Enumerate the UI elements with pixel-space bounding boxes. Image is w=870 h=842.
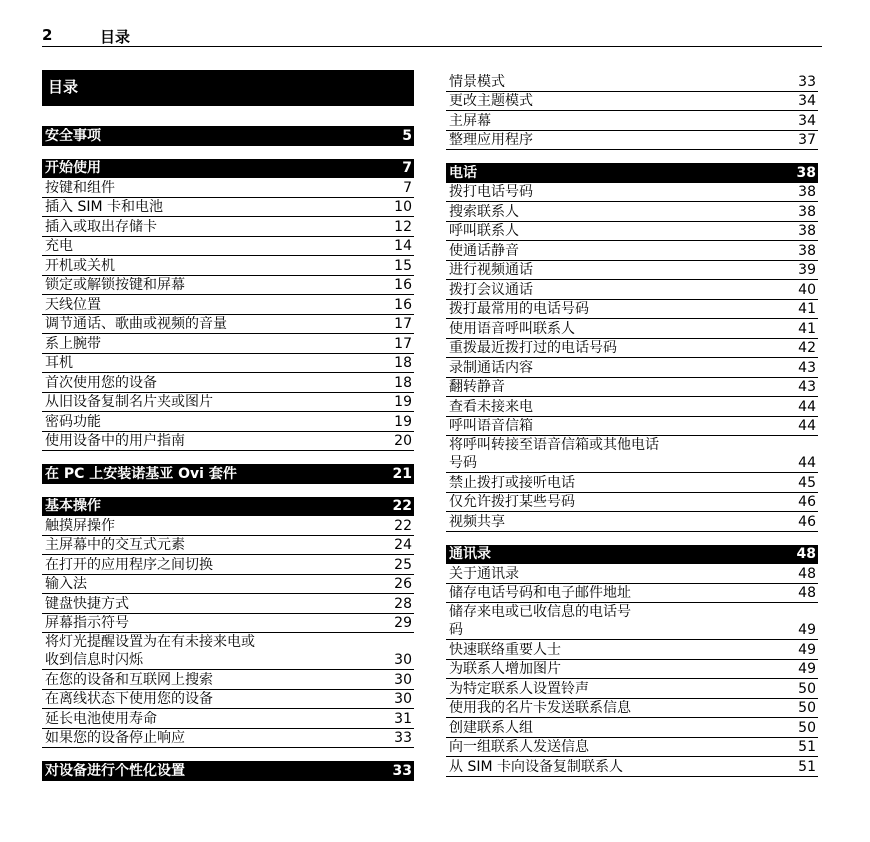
toc-entry-label-cont: 号码 [449, 455, 477, 471]
toc-entry-label: 为特定联系人设置铃声 [449, 680, 589, 697]
toc-entry[interactable] [42, 393, 414, 413]
toc-entry-page: 41 [798, 301, 816, 317]
toc-entry-page: 44 [798, 455, 816, 471]
toc-entry[interactable] [446, 319, 818, 339]
toc-entry-page: 20 [394, 433, 412, 449]
toc-entry-label: 在打开的应用程序之间切换 [45, 556, 213, 573]
toc-right-column [446, 72, 818, 777]
toc-entry-page: 7 [403, 179, 412, 196]
toc-entry-label: 视频共享 [449, 513, 505, 530]
toc-entry-label: 进行视频通话 [449, 262, 533, 278]
toc-entry-page: 16 [394, 277, 412, 293]
toc-entry-label: 禁止拨打或接听电话 [449, 474, 575, 491]
toc-entry-page: 22 [394, 517, 412, 534]
toc-section-heading[interactable] [42, 761, 414, 781]
toc-entry-page: 50 [798, 680, 816, 697]
toc-entry[interactable] [42, 334, 414, 354]
toc-entry-line2 [449, 455, 816, 472]
toc-entry-page: 46 [798, 494, 816, 510]
toc-entry-label: 向一组联系人发送信息 [449, 739, 589, 755]
toc-entry[interactable] [42, 709, 414, 729]
toc-entry-label: 整理应用程序 [449, 132, 533, 148]
toc-entry[interactable] [446, 222, 818, 242]
toc-entry[interactable] [42, 237, 414, 257]
toc-entry-page: 14 [394, 238, 412, 254]
toc-section-heading[interactable] [42, 497, 414, 517]
toc-entry-line2 [449, 622, 816, 639]
toc-entry[interactable] [446, 660, 818, 680]
toc-entry[interactable] [446, 564, 818, 584]
toc-entry-label: 主屏幕 [449, 112, 491, 129]
toc-entry-page: 48 [798, 565, 816, 582]
toc-entry-page: 38 [798, 203, 816, 220]
toc-entry[interactable] [446, 584, 818, 604]
toc-entry-label: 呼叫语音信箱 [449, 418, 533, 434]
toc-entry[interactable] [42, 412, 414, 432]
toc-entry[interactable] [446, 111, 818, 131]
toc-entry-label: 拨打电话号码 [449, 184, 533, 200]
toc-entry-page: 43 [798, 379, 816, 395]
toc-entry-label: 将灯光提醒设置为在有未接来电或 [45, 634, 255, 650]
toc-entry[interactable] [42, 575, 414, 595]
toc-section-heading[interactable] [42, 159, 414, 179]
toc-entry-line2 [45, 652, 412, 669]
toc-entry-label: 在您的设备和互联网上搜索 [45, 671, 213, 688]
toc-entry[interactable] [446, 72, 818, 92]
toc-entry[interactable] [42, 516, 414, 536]
toc-entry-page: 44 [798, 418, 816, 434]
toc-entry[interactable] [42, 536, 414, 556]
toc-entry[interactable] [446, 300, 818, 320]
toc-entry[interactable] [446, 241, 818, 261]
toc-entry-label: 拨打会议通话 [449, 281, 533, 298]
toc-entry-page: 18 [394, 374, 412, 391]
toc-entry-label: 将呼叫转接至语音信箱或其他电话 [449, 437, 659, 453]
toc-entry-label: 插入或取出存储卡 [45, 218, 157, 235]
toc-entry[interactable] [42, 256, 414, 276]
toc-entry[interactable] [42, 432, 414, 452]
toc-entry-label: 使通话静音 [449, 242, 519, 259]
toc-entry-label: 调节通话、歌曲或视频的音量 [45, 316, 227, 332]
toc-entry[interactable] [446, 131, 818, 151]
toc-section-title: 安全事项 [45, 127, 101, 144]
toc-section-page: 38 [796, 164, 816, 181]
toc-section-title: 开始使用 [45, 160, 101, 176]
toc-entry[interactable] [446, 378, 818, 398]
toc-entry-label: 从 SIM 卡向设备复制联系人 [449, 758, 623, 775]
toc-entry-label: 为联系人增加图片 [449, 661, 561, 677]
toc-entry-page: 31 [394, 710, 412, 727]
toc-entry-page: 17 [394, 335, 412, 352]
toc-entry[interactable] [446, 92, 818, 112]
toc-entry-label: 触摸屏操作 [45, 517, 115, 534]
page-header [42, 26, 822, 47]
toc-entry-page: 29 [394, 615, 412, 631]
toc-section-page: 48 [796, 546, 816, 562]
toc-entry[interactable] [446, 473, 818, 493]
toc-entry-label: 使用我的名片卡发送联系信息 [449, 700, 631, 716]
toc-entry-page: 24 [394, 537, 412, 553]
toc-entry[interactable] [42, 614, 414, 634]
toc-entry-page: 19 [394, 394, 412, 410]
toc-entry-label: 翻转静音 [449, 379, 505, 395]
toc-entry-page: 48 [798, 585, 816, 601]
toc-entry-label: 搜索联系人 [449, 203, 519, 220]
toc-entry-label: 在离线状态下使用您的设备 [45, 691, 213, 707]
toc-entry-label: 天线位置 [45, 296, 101, 313]
toc-entry[interactable] [446, 339, 818, 359]
toc-entry-label: 密码功能 [45, 413, 101, 430]
toc-entry-page: 15 [394, 257, 412, 274]
toc-entry[interactable] [446, 358, 818, 378]
toc-section-page: 33 [392, 762, 412, 779]
toc-entry-page: 49 [798, 641, 816, 658]
toc-entry-page: 30 [394, 652, 412, 668]
toc-entry-page: 19 [394, 413, 412, 430]
toc-entry-page: 46 [798, 513, 816, 530]
toc-entry-label: 从旧设备复制名片夹或图片 [45, 394, 213, 410]
toc-entry-label: 输入法 [45, 576, 87, 592]
toc-section-heading[interactable] [42, 464, 414, 484]
toc-entry-label: 仅允许拨打某些号码 [449, 494, 575, 510]
toc-entry-label: 如果您的设备停止响应 [45, 730, 185, 746]
toc-entry-page: 28 [394, 595, 412, 612]
toc-entry-label: 延长电池使用寿命 [45, 710, 157, 727]
toc-entry[interactable] [446, 183, 818, 203]
toc-entry-page: 38 [798, 223, 816, 239]
toc-entry-label: 储存电话号码和电子邮件地址 [449, 585, 631, 601]
toc-section-page: 5 [402, 127, 412, 144]
toc-entry-page: 33 [798, 73, 816, 90]
toc-entry[interactable] [42, 295, 414, 315]
toc-entry[interactable] [446, 679, 818, 699]
toc-entry-page: 49 [798, 661, 816, 677]
toc-entry-page: 41 [798, 320, 816, 337]
toc-entry[interactable] [42, 555, 414, 575]
toc-entry-page: 30 [394, 691, 412, 707]
toc-entry-page: 12 [394, 218, 412, 235]
toc-section-heading[interactable] [42, 126, 414, 146]
toc-entry[interactable] [446, 397, 818, 417]
toc-entry-page: 10 [394, 199, 412, 215]
toc-entry-page: 26 [394, 576, 412, 592]
toc-entry[interactable] [42, 729, 414, 749]
toc-entry-label: 充电 [45, 238, 73, 254]
page-number: 2 [42, 26, 53, 44]
toc-entry[interactable] [42, 633, 414, 670]
toc-entry-page: 45 [798, 474, 816, 491]
toc-entry-page: 25 [394, 556, 412, 573]
toc-entry-label: 屏幕指示符号 [45, 615, 129, 631]
toc-entry-label: 更改主题模式 [449, 93, 533, 109]
toc-entry[interactable] [42, 373, 414, 393]
toc-entry-label: 耳机 [45, 355, 73, 371]
toc-entry[interactable] [446, 493, 818, 513]
toc-entry-label: 系上腕带 [45, 335, 101, 352]
toc-section-heading[interactable] [446, 545, 818, 565]
toc-entry-label: 键盘快捷方式 [45, 595, 129, 612]
toc-entry-page: 34 [798, 93, 816, 109]
toc-entry-label: 储存来电或已收信息的电话号 [449, 604, 631, 620]
toc-entry[interactable] [446, 640, 818, 660]
toc-entry-label: 关于通讯录 [449, 565, 519, 582]
toc-entry-label: 拨打最常用的电话号码 [449, 301, 589, 317]
toc-entry[interactable] [446, 718, 818, 738]
toc-main-heading: 目录 [42, 70, 414, 106]
toc-entry-label: 主屏幕中的交互式元素 [45, 537, 185, 553]
toc-entry-page: 51 [798, 758, 816, 775]
toc-section-title: 基本操作 [45, 498, 101, 514]
toc-entry-label: 使用语音呼叫联系人 [449, 320, 575, 337]
toc-entry-page: 37 [798, 132, 816, 148]
toc-entry-page: 33 [394, 730, 412, 746]
toc-entry-label: 重拨最近拨打过的电话号码 [449, 340, 617, 356]
toc-entry-label: 开机或关机 [45, 257, 115, 274]
toc-entry[interactable] [42, 354, 414, 374]
toc-entry-label: 呼叫联系人 [449, 223, 519, 239]
toc-entry[interactable] [446, 280, 818, 300]
toc-entry-label: 使用设备中的用户指南 [45, 433, 185, 449]
toc-entry[interactable] [42, 178, 414, 198]
toc-entry-label: 锁定或解锁按键和屏幕 [45, 277, 185, 293]
toc-entry[interactable] [446, 202, 818, 222]
toc-entry-page: 49 [798, 622, 816, 638]
toc-entry-page: 50 [798, 700, 816, 716]
toc-entry-page: 38 [798, 184, 816, 200]
toc-section-page: 21 [392, 465, 412, 482]
toc-entry-page: 51 [798, 739, 816, 755]
toc-entry-page: 34 [798, 112, 816, 129]
toc-entry-label: 快速联络重要人士 [449, 641, 561, 658]
toc-entry-page: 44 [798, 398, 816, 415]
toc-entry-page: 18 [394, 355, 412, 371]
toc-section-heading[interactable] [446, 163, 818, 183]
toc-section-title: 在 PC 上安装诺基亚 Ovi 套件 [45, 465, 237, 482]
toc-entry[interactable] [42, 594, 414, 614]
toc-entry[interactable] [446, 512, 818, 532]
toc-entry-label: 查看未接来电 [449, 398, 533, 415]
toc-entry[interactable] [42, 198, 414, 218]
toc-entry[interactable] [42, 690, 414, 710]
toc-entry-label: 录制通话内容 [449, 359, 533, 376]
toc-entry[interactable] [42, 276, 414, 296]
toc-entry-page: 30 [394, 671, 412, 688]
toc-entry[interactable] [42, 670, 414, 690]
toc-section-title: 通讯录 [449, 546, 491, 562]
toc-entry-label: 首次使用您的设备 [45, 374, 157, 391]
toc-section-title: 电话 [449, 164, 477, 181]
toc-entry-label-cont: 收到信息时闪烁 [45, 652, 143, 668]
toc-entry-label: 创建联系人组 [449, 719, 533, 736]
toc-entry[interactable] [446, 757, 818, 777]
toc-entry-label: 情景模式 [449, 73, 505, 90]
toc-entry[interactable] [446, 699, 818, 719]
toc-section-title: 对设备进行个性化设置 [45, 762, 185, 779]
toc-entry[interactable] [42, 315, 414, 335]
toc-entry-page: 17 [394, 316, 412, 332]
toc-entry-page: 40 [798, 281, 816, 298]
toc-entry-label: 插入 SIM 卡和电池 [45, 199, 163, 215]
toc-entry-page: 38 [798, 242, 816, 259]
toc-entry-page: 43 [798, 359, 816, 376]
toc-entry-page: 39 [798, 262, 816, 278]
toc-entry[interactable] [446, 417, 818, 437]
toc-entry[interactable] [446, 261, 818, 281]
toc-entry[interactable] [42, 217, 414, 237]
toc-entry-page: 42 [798, 340, 816, 356]
header-title: 目录 [100, 28, 131, 46]
toc-section-page: 7 [402, 160, 412, 176]
toc-section-page: 22 [392, 498, 412, 514]
toc-entry[interactable] [446, 436, 818, 473]
toc-entry[interactable] [446, 603, 818, 640]
toc-left-column [42, 70, 414, 781]
toc-entry-page: 50 [798, 719, 816, 736]
toc-entry-page: 16 [394, 296, 412, 313]
toc-entry[interactable] [446, 738, 818, 758]
toc-entry-label-cont: 码 [449, 622, 463, 638]
toc-entry-label: 按键和组件 [45, 179, 115, 196]
